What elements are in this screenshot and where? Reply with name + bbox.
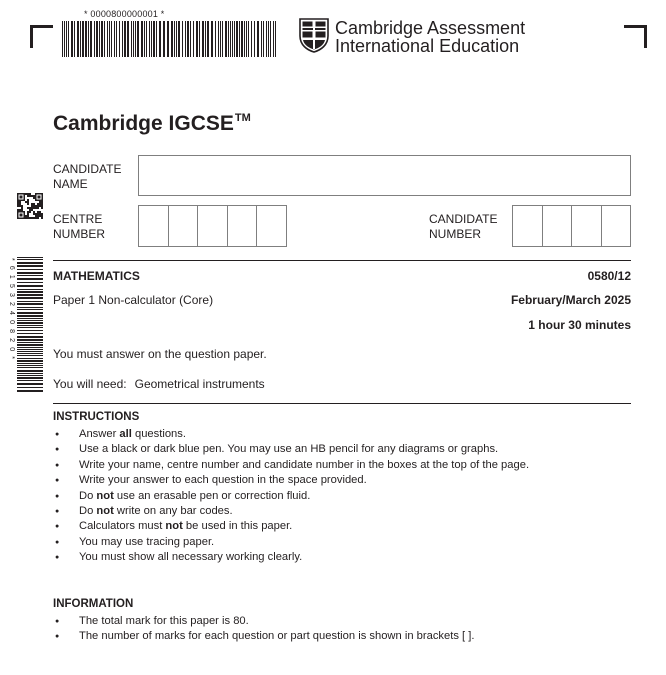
- corner-mark-top-left: [30, 25, 53, 48]
- divider: [53, 403, 631, 404]
- centre-number-label: CENTRE NUMBER: [53, 212, 106, 241]
- list-item: ● Answer all questions.: [53, 427, 633, 442]
- side-barcode-number: * 6 1 5 3 2 4 0 8 2 0 *: [8, 258, 15, 361]
- centre-number-field[interactable]: [138, 205, 287, 247]
- list-item: ● You may use tracing paper.: [53, 535, 633, 550]
- qr-code-image: [17, 193, 43, 219]
- candidate-name-label: CANDIDATE NAME: [53, 162, 122, 191]
- instructions-list: [53, 427, 633, 566]
- divider: [53, 260, 631, 261]
- list-item: ● Calculators must not be used in this paper.: [53, 519, 633, 534]
- paper-code: 0580/12: [587, 269, 631, 283]
- exam-session: February/March 2025: [510, 293, 631, 307]
- corner-mark-top-right: [624, 25, 647, 48]
- candidate-name-field[interactable]: [138, 155, 631, 196]
- list-item: ● Do not write on any bar codes.: [53, 504, 633, 519]
- logo-line-1: Cambridge Assessment: [335, 18, 526, 38]
- candidate-number-field[interactable]: [512, 205, 631, 247]
- barcode-image: [62, 21, 280, 57]
- instructions-heading: INSTRUCTIONS: [53, 411, 140, 423]
- information-heading: INFORMATION: [53, 598, 134, 610]
- list-item: ● Use a black or dark blue pen. You may use an HB pencil for any diagrams or graphs.: [53, 442, 633, 457]
- information-list: [53, 614, 633, 645]
- paper-name: Paper 1 Non-calculator (Core): [53, 293, 214, 307]
- logo-line-2: International Education: [335, 36, 520, 56]
- required-items: You will need: Geometrical instruments: [53, 377, 265, 391]
- crest-logo-icon: [299, 18, 329, 53]
- side-barcode-image: [17, 257, 43, 393]
- list-item: ● The number of marks for each question or part question is shown in brackets [ ].: [53, 629, 633, 644]
- list-item: ● You must show all necessary working clearly.: [53, 550, 633, 565]
- candidate-number-label: CANDIDATE NUMBER: [429, 212, 498, 241]
- subject-title: MATHEMATICS: [53, 269, 140, 283]
- list-item: ● Do not use an erasable pen or correction fluid.: [53, 489, 633, 504]
- exam-duration: 1 hour 30 minutes: [528, 318, 631, 332]
- barcode-number: * 0000800000001 *: [84, 9, 165, 19]
- answer-note: You must answer on the question paper.: [53, 347, 267, 361]
- list-item: ● The total mark for this paper is 80.: [53, 614, 633, 629]
- page-title: Cambridge IGCSE™: [53, 112, 251, 135]
- list-item: ● Write your answer to each question in the space provided.: [53, 473, 633, 488]
- list-item: ● Write your name, centre number and candidate number in the boxes at the top of the page.: [53, 458, 633, 473]
